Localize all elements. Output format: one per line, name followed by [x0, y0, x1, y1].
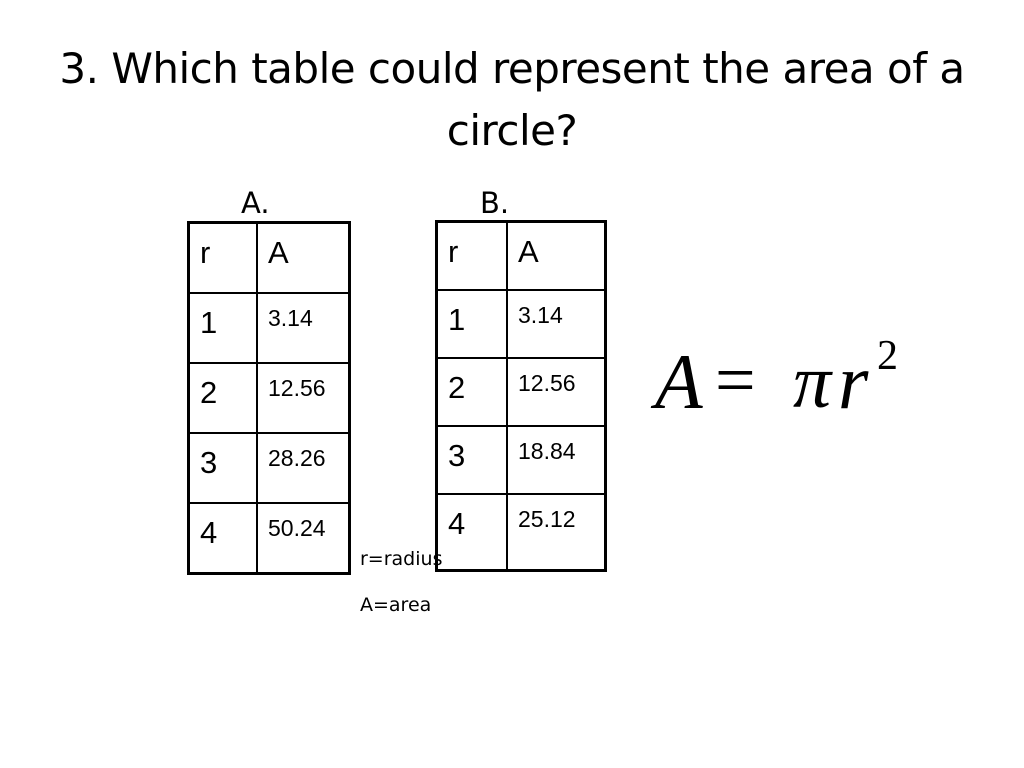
area-cell: 12.56 [507, 358, 606, 426]
area-definition: A=area [360, 594, 432, 616]
table-row [437, 426, 606, 494]
formula-radius-symbol: r [838, 338, 869, 425]
table-row [437, 290, 606, 358]
area-cell: 3.14 [257, 293, 350, 363]
header-r: r [189, 223, 258, 294]
area-cell: 3.14 [507, 290, 606, 358]
table-row [437, 358, 606, 426]
radius-cell: 4 [437, 494, 508, 571]
table-header-row [189, 223, 350, 294]
radius-definition: r=radius [360, 548, 443, 570]
area-cell: 12.56 [257, 363, 350, 433]
header-r: r [437, 222, 508, 291]
radius-cell: 3 [189, 433, 258, 503]
radius-cell: 1 [189, 293, 258, 363]
formula-pi-symbol: π [793, 340, 832, 424]
table-b-label: B. [480, 186, 510, 220]
table-b [435, 220, 607, 572]
table-row [189, 433, 350, 503]
area-formula [655, 333, 905, 430]
radius-cell: 1 [437, 290, 508, 358]
table-row [437, 494, 606, 571]
header-area: A [507, 222, 606, 291]
header-area: A [257, 223, 350, 294]
table-a [187, 221, 351, 575]
area-cell: 18.84 [507, 426, 606, 494]
table-row [189, 293, 350, 363]
area-cell: 25.12 [507, 494, 606, 571]
radius-cell: 3 [437, 426, 508, 494]
area-cell: 28.26 [257, 433, 350, 503]
table-row [189, 363, 350, 433]
radius-cell: 4 [189, 503, 258, 574]
formula-exponent: 2 [877, 333, 898, 379]
radius-cell: 2 [189, 363, 258, 433]
table-a-label: A. [241, 186, 270, 220]
formula-area-symbol: A [655, 338, 703, 425]
table-header-row [437, 222, 606, 291]
radius-cell: 2 [437, 358, 508, 426]
formula-equals-sign: = [715, 340, 756, 420]
page-title: 3. Which table could represent the area of a circle? [59, 44, 965, 155]
area-cell: 50.24 [257, 503, 350, 574]
table-row [189, 503, 350, 574]
